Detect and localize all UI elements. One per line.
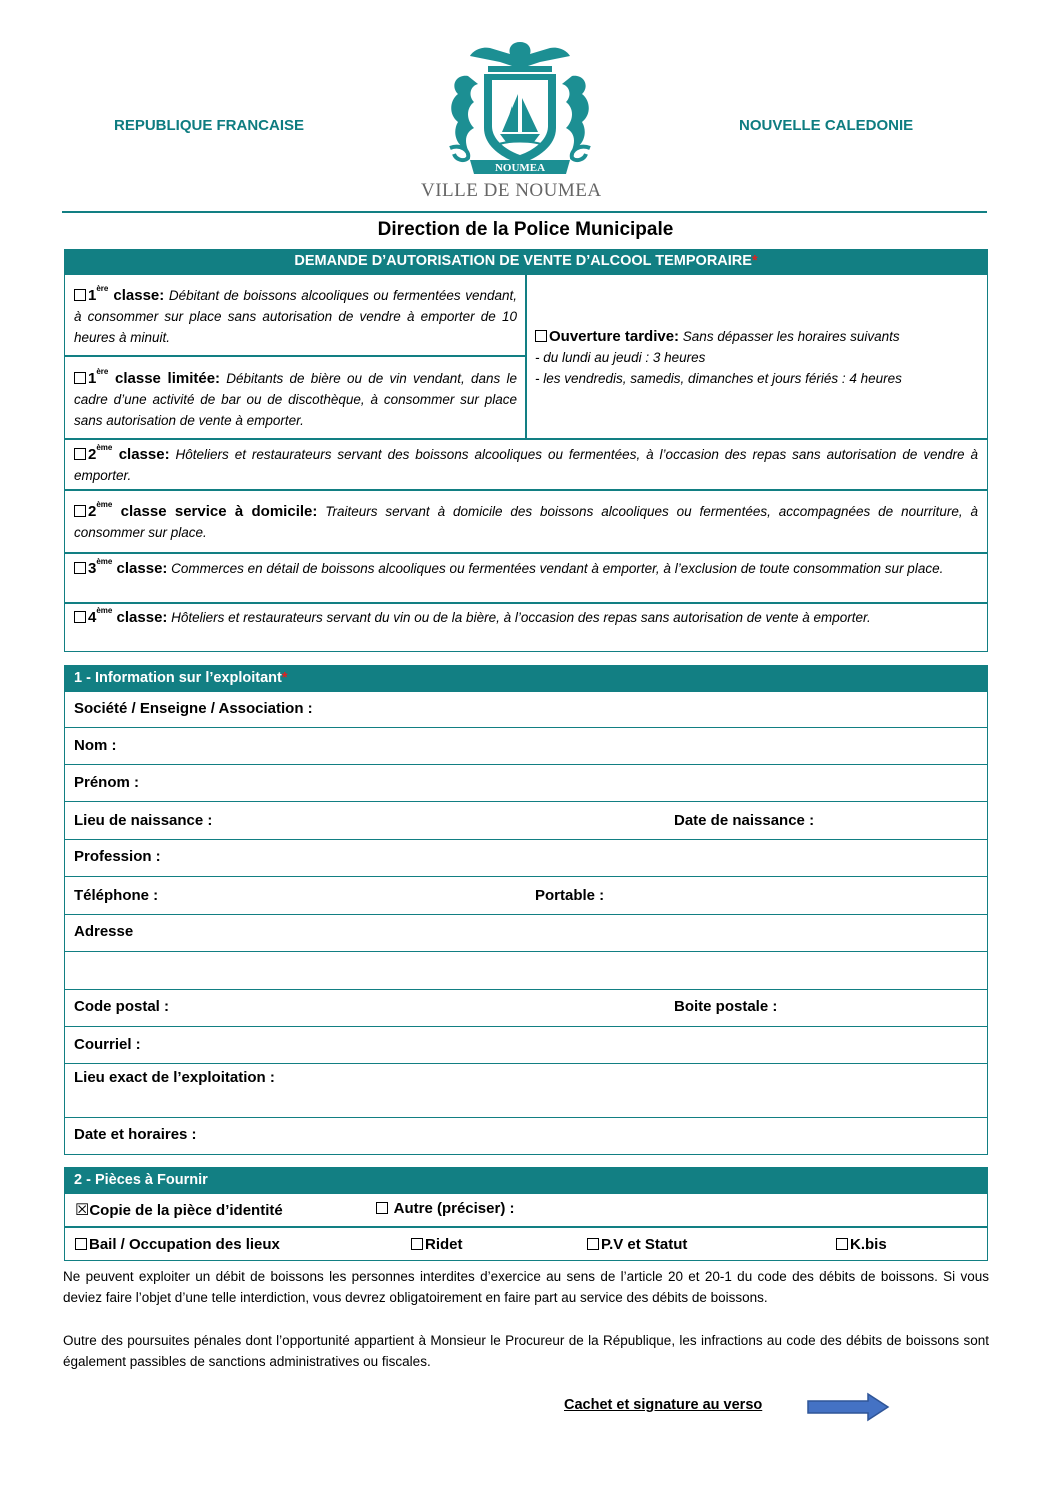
legal-notice-2: Outre des poursuites pénales dont l’opportunité appartient à Monsieur le Procureur de la République, les infractions au code des débits de boissons sont également passibles de sanctions administratives ou fiscales. [63,1333,989,1369]
doc-label: Ridet [425,1236,463,1253]
arrow-right-icon [806,1392,890,1422]
checkbox[interactable] [74,289,86,301]
checked-checkbox-icon[interactable]: ☒ [75,1202,90,1219]
class-row-divider [64,489,988,491]
doc-id-copy-option[interactable] [75,1200,283,1220]
class-4-option[interactable]: 4ème classe: Hôteliers et restaurateurs servant du vin ou de la bière, à l’occasion des repas sans autorisation de vente à emporter. [74,607,978,628]
field-label: Date et horaires : [74,1126,197,1143]
section-1-header [64,665,988,691]
field-row-profession[interactable] [64,840,988,877]
checkbox[interactable] [836,1238,848,1250]
checkbox[interactable] [74,611,86,623]
checkbox[interactable] [535,330,547,342]
header-divider [62,211,987,213]
field-row-lieu-exploitation[interactable] [64,1064,988,1118]
field-label: Portable : [535,887,605,904]
doc-label: Autre (préciser) : [390,1200,515,1217]
header-left-text: REPUBLIQUE FRANCAISE [114,117,305,134]
doc-lease-option[interactable] [75,1236,280,1253]
field-row-nom[interactable] [64,728,988,765]
field-label: Nom : [74,737,117,754]
field-row-societe[interactable] [64,691,988,728]
checkbox[interactable] [587,1238,599,1250]
class-3-option[interactable]: 3ème classe: Commerces en détail de boissons alcooliques ou fermentées vendant à emporter, à l’exclusion de toute consommation sur place. [74,558,978,579]
field-label: Société / Enseigne / Association : [74,700,313,717]
required-asterisk: * [281,670,288,686]
field-label: Profession : [74,848,161,865]
class-row-divider [64,552,988,554]
crest-banner-text: NOUMEA [494,162,546,174]
field-row-telephone[interactable] [64,877,988,915]
field-row-postal[interactable] [64,990,988,1027]
header-right-text: NOUVELLE CALEDONIE [739,117,914,134]
field-label: Date de naissance : [674,812,815,829]
documents-row-divider [64,1226,988,1228]
field-label: Téléphone : [74,887,159,904]
signature-verso-link[interactable]: Cachet et signature au verso [564,1397,763,1413]
field-row-prenom[interactable] [64,765,988,802]
field-row-naissance[interactable] [64,802,988,840]
checkbox[interactable] [74,562,86,574]
field-label: Adresse [74,923,134,940]
field-label: Code postal : [74,998,170,1015]
doc-label: Bail / Occupation des lieux [89,1236,280,1253]
doc-pv-option[interactable] [587,1236,687,1253]
field-row-adresse[interactable] [64,915,988,952]
required-asterisk: * [751,253,758,269]
checkbox[interactable] [74,505,86,517]
field-label: Prénom : [74,774,140,791]
field-label: Boite postale : [674,998,778,1015]
city-name: VILLE DE NOUMEA [421,180,602,201]
legal-notice-1: Ne peuvent exploiter un débit de boissons les personnes interdites d’exercice au sens de l’article 20 et 20-1 du code des débits de boissons. Si vous deviez faire l’objet d’une telle interdiction, vous devrez obligatoirement en faire part au service des débits de boissons. [63,1269,989,1305]
class-row-divider [64,602,988,604]
class-1-option[interactable]: 1ère classe: Débitant de boissons alcooliques ou fermentées vendant, à consommer sur place sans autorisation de vendre à emporter de 10 heures à minuit. [74,284,517,345]
checkbox[interactable] [74,448,86,460]
section-1-title: 1 - Information sur l’exploitant [74,670,282,686]
field-label: Lieu exact de l’exploitation : [74,1069,275,1086]
field-row-adresse-line2[interactable] [64,952,988,990]
doc-label: Copie de la pièce d’identité [89,1202,283,1219]
doc-other-option[interactable] [376,1200,514,1217]
class-row-divider [64,355,526,357]
field-label: Lieu de naissance : [74,812,213,829]
doc-kbis-option[interactable] [836,1236,887,1253]
doc-ridet-option[interactable] [411,1236,463,1253]
section-2-title: 2 - Pièces à Fournir [74,1172,208,1188]
field-row-date-horaires[interactable] [64,1118,988,1155]
checkbox[interactable] [75,1238,87,1250]
late-opening-option[interactable]: Ouverture tardive: Sans dépasser les horaires suivants - du lundi au jeudi : 3 heures - les vendredis, samedis, dimanches et jours fériés : 4 heures [535,328,902,386]
page-title: Direction de la Police Municipale [377,219,674,240]
request-banner-text: DEMANDE D’AUTORISATION DE VENTE D’ALCOOL TEMPORAIRE [294,253,752,269]
class-2-home-service-option[interactable]: 2ème classe service à domicile: Traiteurs servant à domicile des boissons alcooliques ou fermentées, accompagnées de nourriture, à consommer sur place. [74,500,979,540]
section-2-header [64,1167,988,1193]
doc-label: P.V et Statut [601,1236,688,1253]
checkbox[interactable] [411,1238,423,1250]
noumea-crest-logo [420,36,620,186]
field-label: Courriel : [74,1036,141,1053]
class-1-limited-option[interactable]: 1ère classe limitée: Débitants de bière ou de vin vendant, dans le cadre d’une activité de bar ou de discothèque, à consommer sur place sans autorisation de vente à emporter. [74,367,518,428]
class-2-option[interactable]: 2ème classe: Hôteliers et restaurateurs servant des boissons alcooliques ou fermentées, à l’occasion des repas sans autorisation de vendre à emporter. [74,443,978,483]
request-banner [64,249,988,274]
field-row-courriel[interactable] [64,1027,988,1064]
checkbox[interactable] [74,372,86,384]
checkbox[interactable] [376,1202,388,1214]
class-row-divider [64,438,988,440]
doc-label: K.bis [850,1236,887,1253]
